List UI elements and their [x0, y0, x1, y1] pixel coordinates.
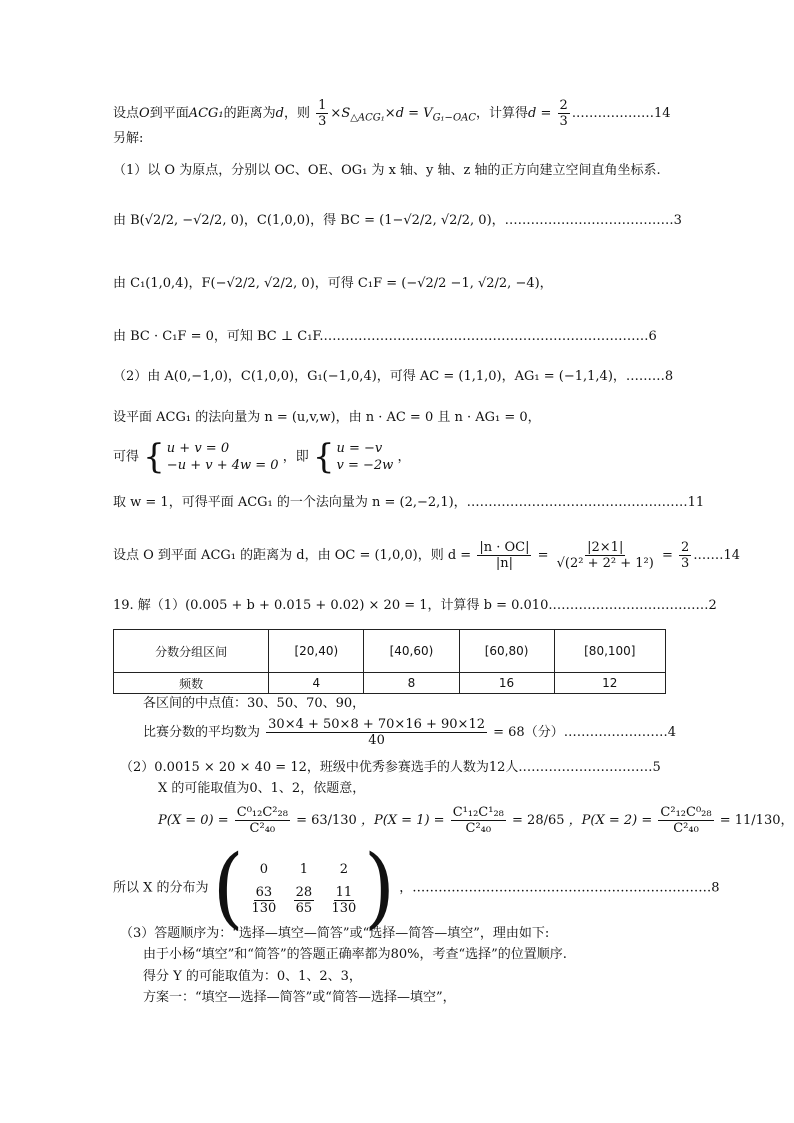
- equation-system-2: [312, 437, 394, 477]
- text: = 11/130: [719, 813, 781, 828]
- den: √(2² + 2² + 1²): [556, 556, 654, 571]
- text: =: [537, 548, 549, 563]
- table-cell: [20,40): [269, 630, 364, 673]
- text: = 68（分）……………………4: [493, 725, 676, 740]
- fraction-mean: [266, 717, 487, 748]
- brace: {: [312, 437, 335, 477]
- text: ，: [397, 449, 411, 465]
- num: 1: [318, 98, 327, 113]
- num: 63: [255, 884, 273, 900]
- num: 28: [295, 884, 313, 900]
- num: 30×4 + 50×8 + 70×16 + 90×12: [268, 717, 485, 732]
- line-q19-part1: 19. 解（1）(0.005 + b + 0.015 + 0.02) × 20 = 1，计算得 b = 0.010.………………………………2: [113, 598, 717, 613]
- text: ×d = V: [384, 106, 433, 121]
- table-cell: 8: [364, 673, 459, 694]
- table-header-row: [114, 630, 666, 673]
- fraction-result: [679, 540, 691, 571]
- line-system-of-equations: [113, 437, 411, 477]
- eq: u = −v: [336, 441, 383, 456]
- den: C²₄₀: [465, 821, 492, 836]
- text: O: [139, 106, 150, 121]
- line-reason: 由于小杨“填空”和“简答”的答题正确率都为80%，考查“选择”的位置顺序.: [143, 947, 567, 962]
- equation-system-1: [143, 437, 279, 477]
- prob-cell: [246, 885, 282, 916]
- text: 可得: [113, 449, 140, 465]
- line-perpendicular: 由 BC · C₁F = 0，可知 BC ⊥ C₁F.…………………………………………………………………6: [113, 329, 657, 344]
- line-q19-part3: （3）答题顺序为：“选择—填空—简答”或“选择—简答—填空”，理由如下:: [120, 926, 550, 941]
- text: d: [275, 106, 284, 121]
- den: 3: [318, 114, 327, 129]
- fraction-distance-value: [555, 540, 656, 571]
- fraction-p1: [451, 805, 506, 836]
- line-midpoints: 各区间的中点值：30、50、70、90，: [143, 696, 366, 711]
- num: 2: [559, 98, 568, 113]
- text: ，计算得: [476, 106, 529, 121]
- value-cell: 2: [339, 861, 349, 877]
- text: =: [661, 548, 673, 563]
- table-cell: [80,100]: [554, 630, 665, 673]
- table-cell: [40,60): [364, 630, 459, 673]
- text: = 63/130: [296, 813, 357, 828]
- den: C²₄₀: [673, 821, 699, 836]
- table-cell: 12: [554, 673, 665, 694]
- fraction-one-third: [316, 98, 328, 129]
- line-probabilities: [158, 805, 794, 836]
- den: 130: [331, 900, 357, 916]
- distribution-matrix: [212, 836, 396, 939]
- text: 设点 O 到平面 ACG₁ 的距离为 d，由 OC = (1,0,0)，则 d =: [113, 548, 472, 563]
- line-q19-part2: （2）0.0015 × 20 × 40 = 12，班级中优秀参赛选手的人数为12人.…………………………5: [120, 760, 661, 775]
- fraction-two-third: [558, 98, 570, 129]
- fraction-p2: [658, 805, 713, 836]
- num: C²₁₂C⁰₂₈: [660, 805, 712, 820]
- text: 的距离为: [223, 106, 276, 121]
- table-cell: 分数分组区间: [114, 630, 269, 673]
- text: 所以 X 的分布为: [113, 880, 209, 896]
- eq: u + v = 0: [166, 441, 230, 456]
- table-row: [114, 673, 666, 694]
- den: 40: [368, 733, 385, 748]
- text: ，P(X = 1) =: [360, 813, 445, 828]
- left-paren: (: [212, 836, 244, 939]
- text: d =: [528, 106, 552, 121]
- line-distance-volume: [113, 98, 671, 129]
- text: ，……………………………………………………………8: [399, 880, 720, 896]
- text: ×S: [330, 106, 351, 121]
- right-paren: ): [363, 836, 396, 939]
- prob-cell: [286, 885, 322, 916]
- brace: {: [143, 437, 165, 477]
- text: ，: [780, 813, 794, 828]
- line-distance-formula: [113, 540, 740, 571]
- num: C⁰₁₂C²₂₈: [236, 805, 288, 820]
- line-vectors-ac-ag1: （2）由 A(0,−1,0)，C(1,0,0)，G₁(−1,0,4)，可得 AC = (1,1,0)，AG₁ = (−1,1,4)，………8: [113, 369, 674, 384]
- value-cell: 0: [259, 861, 269, 877]
- fraction-p0: [235, 805, 290, 836]
- text: ，即: [282, 449, 309, 465]
- num: 2: [681, 540, 690, 555]
- table-cell: 4: [269, 673, 364, 694]
- line-mean: [143, 717, 676, 748]
- num: C¹₁₂C¹₂₈: [452, 805, 504, 820]
- num: |2×1|: [587, 540, 624, 555]
- text: .………………14: [571, 106, 671, 121]
- table-cell: [60,80): [459, 630, 554, 673]
- table-cell: 16: [459, 673, 554, 694]
- text: 到平面: [149, 106, 189, 121]
- num: 11: [335, 884, 353, 900]
- text: G₁−OAC: [432, 112, 477, 124]
- text: ，P(X = 2) =: [568, 813, 653, 828]
- line-y-values: 得分 Y 的可能取值为：0、1、2、3，: [143, 969, 362, 984]
- text: .……14: [693, 548, 740, 563]
- value-cell: 1: [299, 861, 309, 877]
- line-x-values: X 的可能取值为0、1、2，依题意，: [158, 781, 366, 796]
- text: 设点: [113, 106, 140, 121]
- text: 比赛分数的平均数为: [143, 725, 261, 740]
- num: |n · OC|: [479, 540, 530, 555]
- prob-cell: [326, 885, 362, 916]
- text: ACG₁: [188, 106, 224, 121]
- line-coordinate-system: （1）以 O 为原点，分别以 OC、OE、OG₁ 为 x 轴、y 轴、z 轴的正方向建立空间直角坐标系.: [113, 163, 661, 178]
- line-vector-c1f: 由 C₁(1,0,4)，F(−√2/2, √2/2, 0)，可得 C₁F = (−√2/2 −1, √2/2, −4)，: [113, 276, 553, 291]
- frequency-table: [113, 629, 666, 694]
- fraction-distance: [477, 540, 531, 571]
- text: ，则: [283, 106, 310, 121]
- den: 3: [681, 556, 690, 571]
- den: 130: [251, 900, 277, 916]
- text: = 28/65: [512, 813, 565, 828]
- den: 65: [295, 900, 313, 916]
- den: 3: [559, 114, 568, 129]
- den: |n|: [495, 556, 513, 571]
- table-cell: 频数: [114, 673, 269, 694]
- line-normal-result: 取 w = 1，可得平面 ACG₁ 的一个法向量为 n = (2,−2,1)，……………………………………………11: [113, 495, 705, 510]
- line-vector-bc: 由 B(√2/2, −√2/2, 0)，C(1,0,0)，得 BC = (1−√2/2, √2/2, 0)，…………………………………3: [113, 213, 682, 228]
- den: C²₄₀: [249, 821, 276, 836]
- text: △ACG₁: [350, 112, 385, 124]
- line-plan-one: 方案一：“填空—选择—简答”或“简答—选择—填空”，: [143, 990, 456, 1005]
- text: P(X = 0) =: [158, 813, 229, 828]
- line-normal-vector: 设平面 ACG₁ 的法向量为 n = (u,v,w)，由 n · AC = 0 且 n · AG₁ = 0，: [113, 410, 541, 425]
- eq: v = −2w: [336, 458, 394, 473]
- eq: −u + v + 4w = 0: [166, 458, 279, 473]
- line-alt-solution: 另解:: [113, 131, 144, 146]
